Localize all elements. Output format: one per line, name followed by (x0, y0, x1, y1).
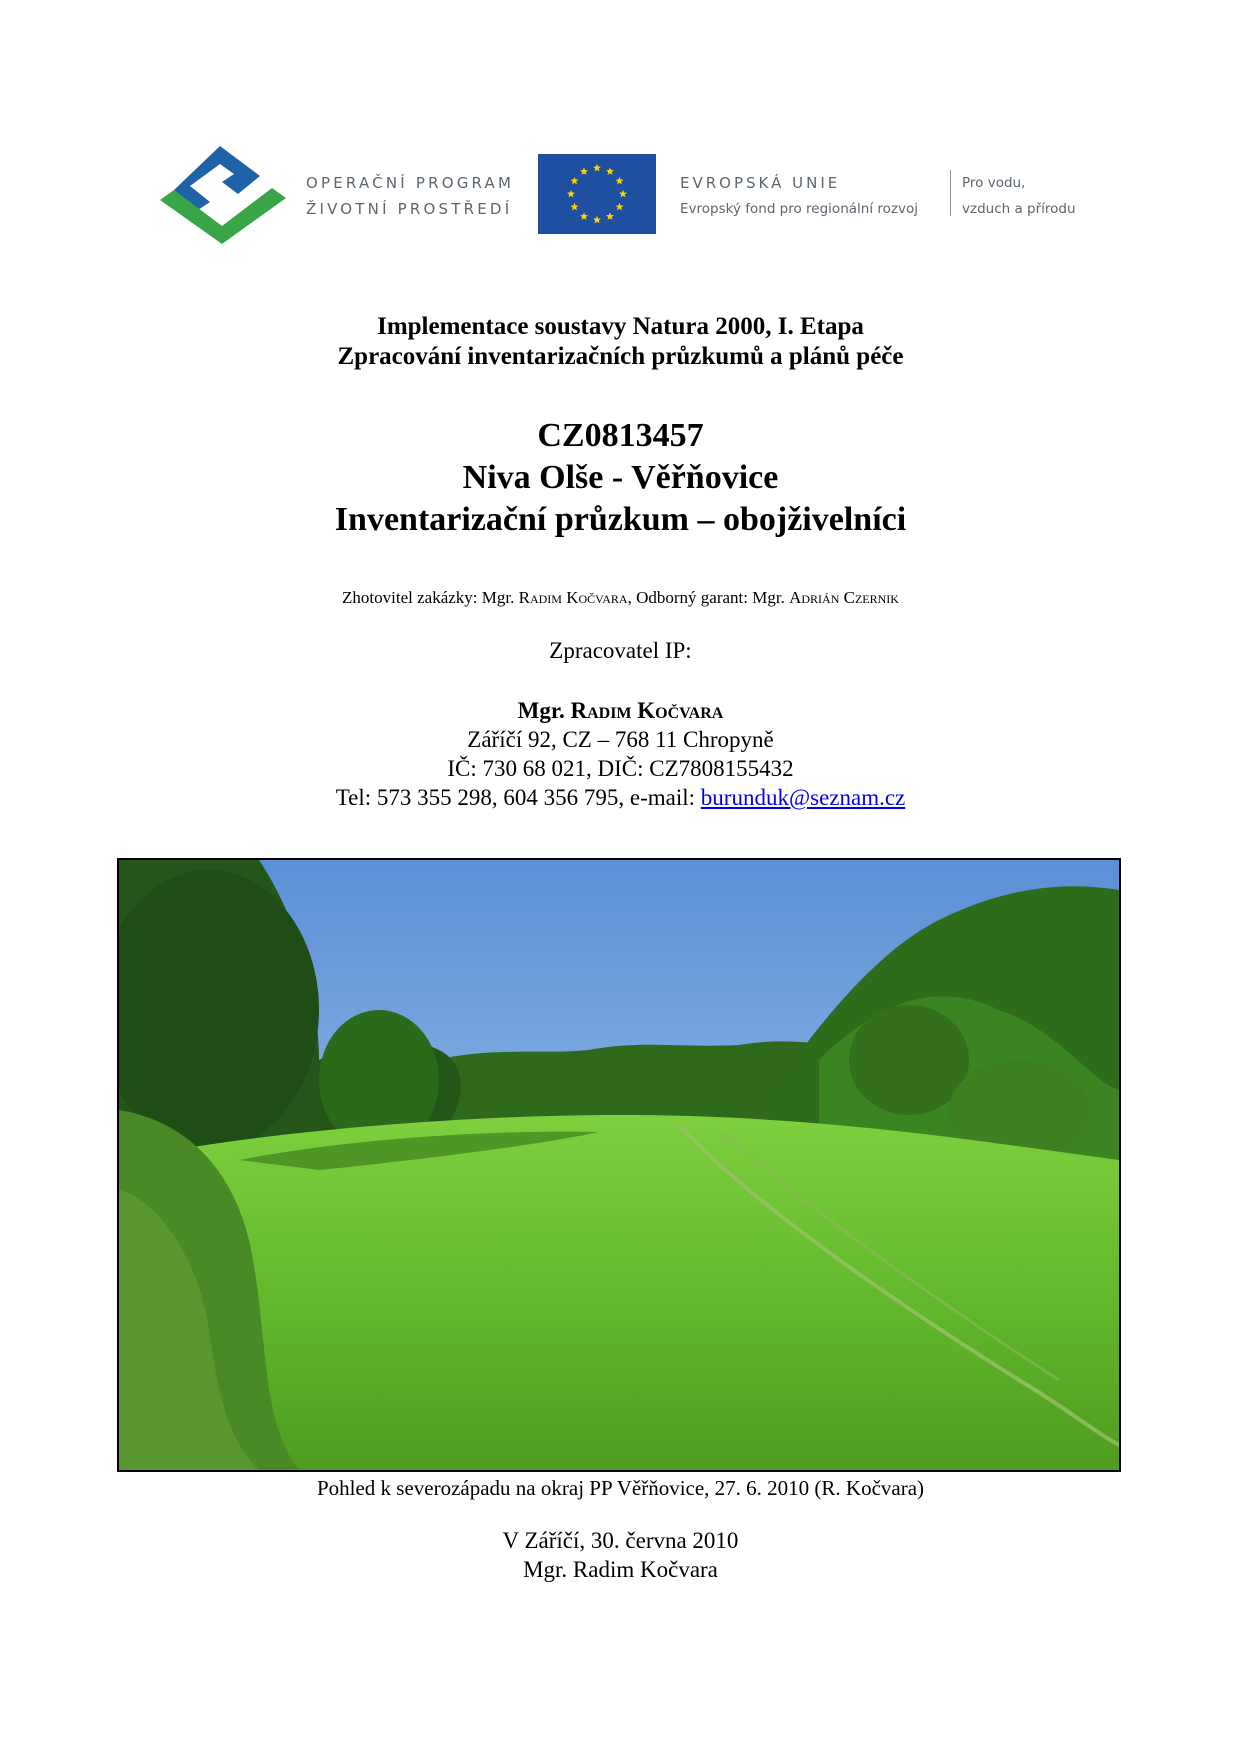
slogan-line-1: Pro vodu, (962, 175, 1026, 191)
processor-title: Mgr. (517, 698, 571, 723)
guarantor-name: Adrián Czernik (789, 588, 899, 607)
processor-block (0, 696, 1241, 812)
logo-band (120, 130, 1120, 250)
page-title (0, 415, 1241, 541)
divider (950, 170, 951, 216)
processor-tel: Tel: 573 355 298, 604 356 795, e-mail: (335, 785, 701, 810)
contractor-name: Radim Kočvara (518, 588, 628, 607)
meadow-landscape-icon (119, 860, 1119, 1470)
subtitle-line-2: Zpracování inventarizačních průzkumů a plánů péče (337, 343, 904, 370)
processor-label: Zpracovatel IP: (549, 638, 692, 663)
processor-contact (0, 783, 1241, 812)
subtitle-line-1: Implementace soustavy Natura 2000, I. Etapa (377, 313, 864, 340)
operacni-program-logo-icon (160, 144, 290, 244)
program-line-2: ŽIVOTNÍ PROSTŘEDÍ (306, 200, 513, 218)
eu-block (680, 170, 918, 222)
eu-flag-icon (538, 154, 656, 234)
place-date: V Záříčí, 30. června 2010 (502, 1528, 739, 1553)
eu-title: EVROPSKÁ UNIE (680, 174, 841, 192)
photo-caption: Pohled k severozápadu na okraj PP Věřňovice, 27. 6. 2010 (R. Kočvara) (316, 1476, 925, 1500)
meadow-photo (117, 858, 1121, 1472)
program-line-1: OPERAČNÍ PROGRAM (306, 174, 515, 192)
project-subtitle (0, 312, 1241, 372)
author-name: Mgr. Radim Kočvara (523, 1557, 718, 1582)
survey-title: Inventarizační průzkum – obojživelníci (334, 501, 907, 538)
signature-block (0, 1526, 1241, 1584)
contractor-line (0, 588, 1241, 608)
slogan (962, 170, 1076, 222)
processor-address: Záříčí 92, CZ – 768 11 Chropyně (467, 727, 774, 752)
processor-name-line (0, 696, 1241, 725)
processor-ids: IČ: 730 68 021, DIČ: CZ7808155432 (447, 756, 794, 781)
processor-name: Radim Kočvara (570, 698, 724, 723)
site-name: Niva Olše - Věřňovice (462, 459, 779, 496)
contractor-prefix: Zhotovitel zakázky: Mgr. (342, 588, 519, 607)
email-link[interactable]: burunduk@seznam.cz (700, 785, 906, 810)
eu-fund: Evropský fond pro regionální rozvoj (680, 201, 918, 217)
contractor-middle: , Odborný garant: Mgr. (627, 588, 790, 607)
site-code: CZ0813457 (537, 417, 704, 454)
slogan-line-2: vzduch a přírodu (962, 201, 1076, 217)
program-name (306, 170, 514, 222)
